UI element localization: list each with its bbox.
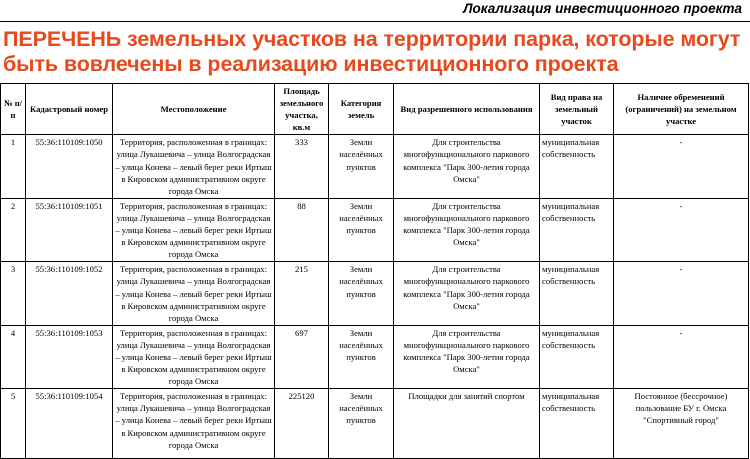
- cell-category: Земли населённых пунктов: [329, 135, 394, 198]
- cell-num: 2: [1, 198, 26, 261]
- table-header-row: [1, 84, 749, 135]
- cell-use: Для строительства многофункционального паркового комплекса "Парк 300-летия города Омска": [394, 325, 540, 388]
- header-bar: [0, 0, 750, 22]
- cell-cadastral: 55:36:110109:1051: [26, 198, 113, 261]
- cell-right: муниципальная собственность: [540, 135, 614, 198]
- cell-num: 4: [1, 325, 26, 388]
- cell-right: муниципальная собственность: [540, 198, 614, 261]
- cell-location: Территория, расположенная в границах: улица Лукашевича – улица Волгоградская – улица Конева – левый берег реки Иртыш в Кировском административном округе города Омска: [113, 135, 275, 198]
- header-cell-right: Вид права на земельный участок: [540, 84, 614, 135]
- cell-location: Территория, расположенная в границах: улица Лукашевича – улица Волгоградская – улица Конева – левый берег реки Иртыш в Кировском административном округе города Омска: [113, 325, 275, 388]
- cell-encumbrance: -: [614, 198, 749, 261]
- cell-right: муниципальная собственность: [540, 325, 614, 388]
- cell-encumbrance: -: [614, 325, 749, 388]
- cell-right: муниципальная собственность: [540, 262, 614, 325]
- cell-area: 215: [275, 262, 329, 325]
- cell-location: Территория, расположенная в границах: улица Лукашевича – улица Волгоградская – улица Конева – левый берег реки Иртыш в Кировском административном округе города Омска: [113, 198, 275, 261]
- cell-num: 1: [1, 135, 26, 198]
- cell-right: муниципальная собственность: [540, 389, 614, 459]
- cell-location: Территория, расположенная в границах: улица Лукашевича – улица Волгоградская – улица Конева – левый берег реки Иртыш в Кировском административном округе города Омска: [113, 262, 275, 325]
- cell-area: 333: [275, 135, 329, 198]
- header-divider: [0, 21, 750, 22]
- cell-use: Для строительства многофункционального паркового комплекса "Парк 300-летия города Омска": [394, 262, 540, 325]
- table-row: [1, 325, 749, 388]
- header-cell-area: Площадь земельного участка, кв.м: [275, 84, 329, 135]
- cell-encumbrance: Постоянное (бессрочное) пользование БУ г. Омска "Спортивный город": [614, 389, 749, 459]
- cell-category: Земли населённых пунктов: [329, 262, 394, 325]
- header-cell-cadastral: Кадастровый номер: [26, 84, 113, 135]
- header-cell-num: № п/п: [1, 84, 26, 135]
- cell-use: Для строительства многофункционального паркового комплекса "Парк 300-летия города Омска": [394, 198, 540, 261]
- cell-num: 5: [1, 389, 26, 459]
- cell-use: Площадки для занятий спортом: [394, 389, 540, 459]
- cell-use: Для строительства многофункционального паркового комплекса "Парк 300-летия города Омска": [394, 135, 540, 198]
- cell-category: Земли населённых пунктов: [329, 198, 394, 261]
- land-plots-table: [0, 83, 749, 459]
- cell-encumbrance: -: [614, 135, 749, 198]
- cell-area: 225120: [275, 389, 329, 459]
- table-row: [1, 135, 749, 198]
- cell-cadastral: 55:36:110109:1050: [26, 135, 113, 198]
- header-cell-use: Вид разрешенного использования: [394, 84, 540, 135]
- header-cell-category: Категория земель: [329, 84, 394, 135]
- cell-location: Территория, расположенная в границах: улица Лукашевича – улица Волгоградская – улица Конева – левый берег реки Иртыш в Кировском административном округе города Омска: [113, 389, 275, 459]
- table-row: [1, 389, 749, 459]
- cell-num: 3: [1, 262, 26, 325]
- header-cell-encumbrance: Наличие обременений (ограничений) на земельном участке: [614, 84, 749, 135]
- table-row: [1, 198, 749, 261]
- cell-area: 88: [275, 198, 329, 261]
- header-cell-location: Местоположение: [113, 84, 275, 135]
- cell-cadastral: 55:36:110109:1054: [26, 389, 113, 459]
- cell-area: 697: [275, 325, 329, 388]
- table-row: [1, 262, 749, 325]
- cell-category: Земли населённых пунктов: [329, 325, 394, 388]
- cell-category: Земли населённых пунктов: [329, 389, 394, 459]
- cell-cadastral: 55:36:110109:1052: [26, 262, 113, 325]
- cell-encumbrance: -: [614, 262, 749, 325]
- page-title: ПЕРЕЧЕНЬ земельных участков на территории парка, которые могут быть вовлечены в реализацию инвестиционного проекта: [3, 27, 741, 76]
- cell-cadastral: 55:36:110109:1053: [26, 325, 113, 388]
- header-title: Локализация инвестиционного проекта: [463, 1, 742, 16]
